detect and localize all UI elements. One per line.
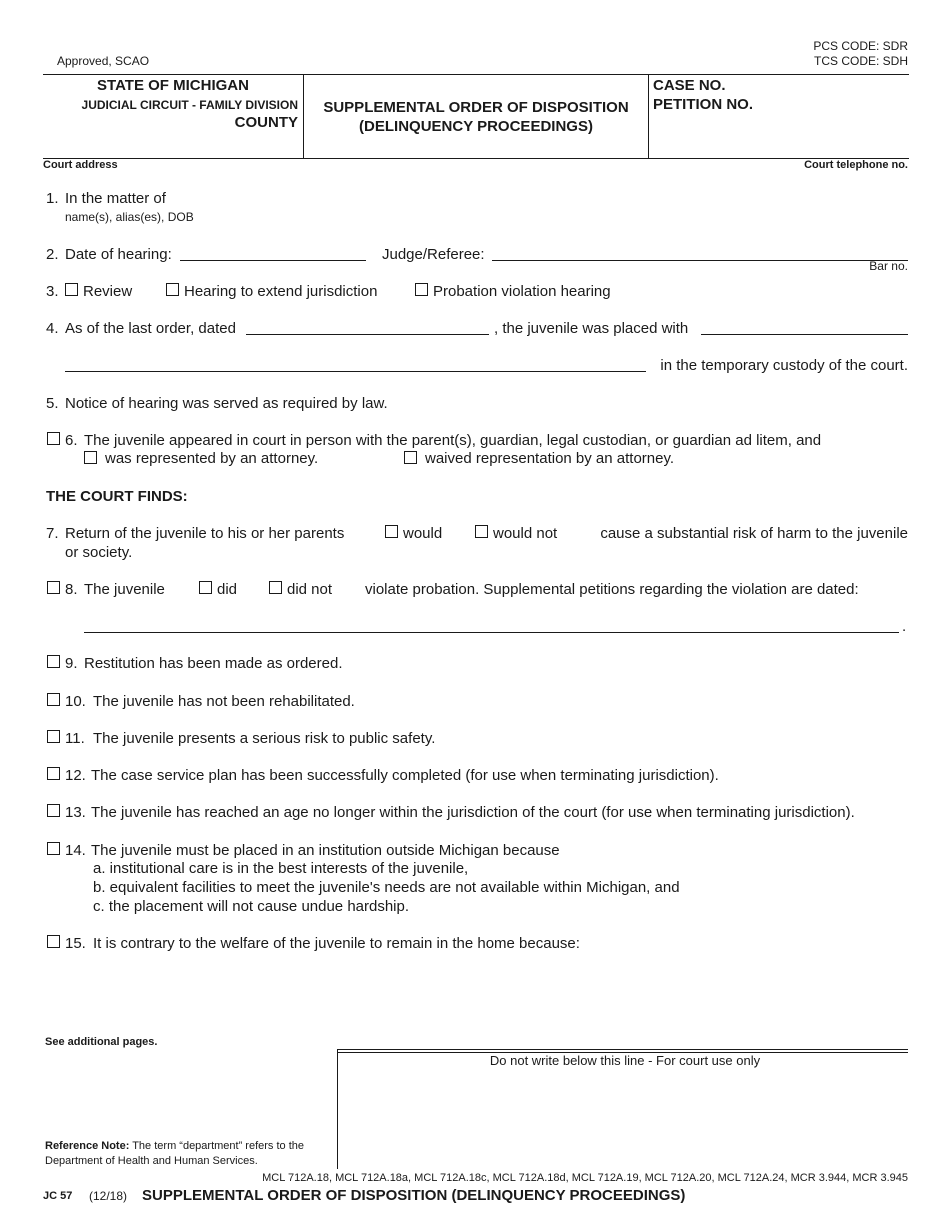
item5-number: 5. [46, 395, 59, 412]
item8-text-b: violate probation. Supplemental petitions regarding the violation are dated: [365, 581, 859, 598]
header-divider-left [303, 74, 304, 158]
last-order-date-field[interactable] [246, 334, 489, 335]
case-no-label: CASE NO. [653, 77, 726, 94]
would-label: would [403, 525, 443, 542]
waived-representation-label: waived representation by an attorney. [425, 450, 675, 467]
item7-text-b: cause a substantial risk of harm to the juvenile [600, 525, 908, 542]
item7-number: 7. [46, 525, 59, 542]
hearing-date-field[interactable] [180, 260, 366, 261]
would-not-checkbox[interactable] [475, 525, 488, 538]
item10-number: 10. [65, 693, 86, 710]
form-id: JC 57 [43, 1190, 73, 1202]
state-label: STATE OF MICHIGAN [97, 77, 249, 94]
judge-label: Judge/Referee: [382, 246, 485, 263]
county-label: COUNTY [234, 114, 298, 131]
item4-text-b: , the juvenile was placed with [494, 320, 689, 337]
hearing-date-label: Date of hearing: [65, 246, 172, 263]
item4-number: 4. [46, 320, 59, 337]
circuit-label: JUDICIAL CIRCUIT - FAMILY DIVISION [81, 98, 298, 112]
item1-number: 1. [46, 190, 59, 207]
item12-text: The case service plan has been successfully completed (for use when terminating jurisdiction). [91, 767, 719, 784]
item15-checkbox[interactable] [47, 935, 60, 948]
header-top-rule [43, 74, 909, 75]
did-not-checkbox[interactable] [269, 581, 282, 594]
court-telephone-label: Court telephone no. [804, 159, 908, 171]
item14-text: The juvenile must be placed in an institution outside Michigan because [91, 842, 560, 859]
probation-violation-checkbox[interactable] [415, 283, 428, 296]
item8-checkbox[interactable] [47, 581, 60, 594]
statute-citations: MCL 712A.18, MCL 712A.18a, MCL 712A.18c, MCL 712A.18d, MCL 712A.19, MCL 712A.20, MCL 712A.24, MCR 3.944, MCR 3.945 [262, 1172, 908, 1184]
item3-number: 3. [46, 283, 59, 300]
item14-reason-a: a. institutional care is in the best interests of the juvenile, [93, 860, 469, 877]
header-divider-right [648, 74, 649, 158]
form-revision-date: (12/18) [89, 1189, 128, 1203]
item7-text-a: Return of the juvenile to his or her parents [65, 525, 345, 542]
item9-text: Restitution has been made as ordered. [84, 655, 343, 672]
reference-note [45, 1140, 304, 1152]
approved-label: Approved, SCAO [57, 54, 150, 68]
represented-checkbox[interactable] [84, 451, 97, 464]
reference-note-line2: Department of Health and Human Services. [45, 1155, 258, 1167]
represented-label: was represented by an attorney. [105, 450, 319, 467]
petition-no-label: PETITION NO. [653, 96, 754, 113]
reference-note-text: The term “department” refers to the [129, 1140, 305, 1152]
would-not-label: would not [493, 525, 558, 542]
judge-field[interactable] [492, 260, 908, 261]
item6-checkbox[interactable] [47, 432, 60, 445]
court-address-label: Court address [43, 159, 118, 171]
extend-jurisdiction-label: Hearing to extend jurisdiction [184, 283, 378, 300]
item11-checkbox[interactable] [47, 730, 60, 743]
item4-text-a: As of the last order, dated [65, 320, 236, 337]
court-finds-heading: THE COURT FINDS: [46, 488, 188, 505]
footer-form-title: SUPPLEMENTAL ORDER OF DISPOSITION (DELINQUENCY PROCEEDINGS) [142, 1187, 686, 1204]
item15-number: 15. [65, 935, 86, 952]
item4-text-c: in the temporary custody of the court. [660, 357, 908, 374]
item13-text: The juvenile has reached an age no longer within the jurisdiction of the court (for use when terminating jurisdiction). [91, 804, 855, 821]
item9-checkbox[interactable] [47, 655, 60, 668]
did-checkbox[interactable] [199, 581, 212, 594]
review-checkbox[interactable] [65, 283, 78, 296]
item10-text: The juvenile has not been rehabilitated. [93, 693, 355, 710]
item14-reason-b: b. equivalent facilities to meet the juvenile's needs are not available within Michigan, and [93, 879, 680, 896]
probation-violation-label: Probation violation hearing [433, 283, 611, 300]
item8-number: 8. [65, 581, 78, 598]
supplemental-petition-dates-field[interactable] [84, 632, 899, 633]
waived-representation-checkbox[interactable] [404, 451, 417, 464]
form-title-line1: SUPPLEMENTAL ORDER OF DISPOSITION [323, 99, 629, 116]
would-checkbox[interactable] [385, 525, 398, 538]
header-bottom-rule [43, 158, 909, 159]
placed-with-field-continued[interactable] [65, 371, 646, 372]
item14-reason-c: c. the placement will not cause undue hardship. [93, 898, 410, 915]
form-title-line2: (DELINQUENCY PROCEEDINGS) [359, 118, 593, 135]
tcs-code: TCS CODE: SDH [813, 54, 908, 68]
item11-number: 11. [65, 730, 85, 747]
item11-text: The juvenile presents a serious risk to public safety. [93, 730, 436, 747]
item12-checkbox[interactable] [47, 767, 60, 780]
item8-text-a: The juvenile [84, 581, 165, 598]
item5-text: Notice of hearing was served as required by law. [65, 395, 388, 412]
item12-number: 12. [65, 767, 86, 784]
pcs-code: PCS CODE: SDR [813, 39, 908, 53]
bar-no-label: Bar no. [869, 259, 908, 273]
item14-number: 14. [65, 842, 86, 859]
item6-text: The juvenile appeared in court in person with the parent(s), guardian, legal custodian, or guardian ad litem, and [84, 432, 822, 449]
extend-jurisdiction-checkbox[interactable] [166, 283, 179, 296]
item7-text-c: or society. [65, 544, 133, 561]
court-use-rule-top [337, 1049, 908, 1050]
item6-number: 6. [65, 432, 78, 449]
review-label: Review [83, 283, 133, 300]
item1-subtext: name(s), alias(es), DOB [65, 210, 194, 224]
item8-period: . [902, 618, 907, 635]
item13-checkbox[interactable] [47, 804, 60, 817]
item14-checkbox[interactable] [47, 842, 60, 855]
did-not-label: did not [287, 581, 333, 598]
item10-checkbox[interactable] [47, 693, 60, 706]
did-label: did [217, 581, 238, 598]
placed-with-field[interactable] [701, 334, 908, 335]
item2-number: 2. [46, 246, 59, 263]
item15-text: It is contrary to the welfare of the juvenile to remain in the home because: [93, 935, 580, 952]
court-use-notice: Do not write below this line - For court use only [489, 1053, 761, 1068]
item9-number: 9. [65, 655, 78, 672]
see-additional-pages: See additional pages. [45, 1036, 158, 1048]
item13-number: 13. [65, 804, 86, 821]
item1-text: In the matter of [65, 190, 166, 207]
reference-note-label: Reference Note: [45, 1140, 130, 1152]
